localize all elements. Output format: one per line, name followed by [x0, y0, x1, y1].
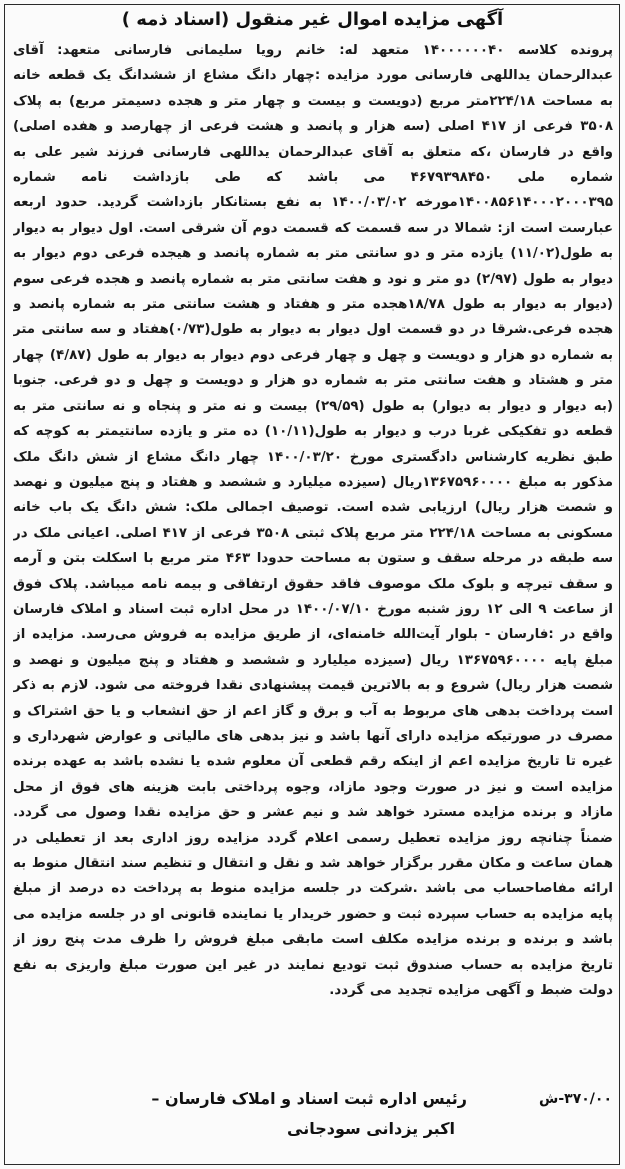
signature-office: رئیس اداره ثبت اسناد و املاک فارسان –: [151, 1089, 467, 1108]
notice-code: ۳۷۰/۰۰-ش: [539, 1091, 612, 1107]
notice-title: آگهی مزایده اموال غیر منقول (اسناد ذمه ): [121, 9, 504, 30]
notice-body: پرونده کلاسه ۱۴۰۰۰۰۰۰۴۰ متعهد له: خانم رویا سلیمانی فارسانی متعهد: آقای عبدالرحمان یداللهی فارسانی مورد مزایده :چهار دانگ مشاع از ششدانگ یک قطعه خانه به مساحت ۲۲۴/۱۸متر مربع (دویست و بیست و چهار متر و هجده دسیمتر مربع) به پلاک ۳۵۰۸ فرعی از ۴۱۷ اصلی (سه هزار و پانصد و هشت فرعی از چهارصد و هفده اصلی) واقع در فارسان ،که متعلق به آقای عبدالرحمان یداللهی فارسانی فرزند شیر علی به شماره ملی ۴۶۷۹۳۹۸۴۵۰ می باشد که طی بازداشت نامه شماره ۱۴۰۰۸۵۶۱۴۰۰۰۲۰۰۰۳۹۵مورخه ۱۴۰۰/۰۳/۰۲ به نفع بستانکار بازداشت گردید. حدود اربعه عبارست است از: شمالا در سه قسمت که قسمت دوم آن شرقی است. اول دیوار به دیوار به طول(۱۱/۰۲) یازده متر و دو سانتی متر به شماره پانصد و هیجده فرعی دوم دیوار به دیوار به طول (۲/۹۷) دو متر و نود و هفت سانتی متر به شماره پانصد و هجده فرعی سوم (دیوار به دیوار به طول ۱۸/۷۸هجده متر و هفتاد و هشت سانتی متر به شماره پانصد و هجده فرعی.شرقا در دو قسمت اول دیوار به دیوار به طول(۰/۷۳)هفتاد و سه سانتی متر به شماره دو هزار و دویست و چهل و چهار فرعی دوم دیوار به دیوار به طول (۴/۸۷) چهار متر و هشتاد و هفت سانتی متر به شماره دو هزار و دویست و چهل و دو فرعی. جنوبا (به دیوار و دیوار به دیوار) به طول (۲۹/۵۹) بیست و نه متر و پنجاه و نه سانتی متر به قطعه دو تفکیکی غربا درب و دیوار به طول(۱۰/۱۱) ده متر و یازده سانتیمتر به کوچه که طبق نظریه کارشناس دادگستری مورخ ۱۴۰۰/۰۳/۲۰ چهار دانگ مشاع از شش دانگ ملک مذکور به مبلغ ۱۳۶۷۵۹۶۰۰۰۰ریال (سیزده میلیارد و ششصد و هفتاد و پنج میلیون و نهصد و شصت هزار ریال) ارزیابی شده است. توصیف اجمالی ملک: شش دانگ یک باب خانه مسکونی به مساحت ۲۲۴/۱۸ متر مربع پلاک ثبتی ۳۵۰۸ فرعی از ۴۱۷ اصلی. اعیانی ملک در سه طبقه در مرحله سقف و ستون به مساحت حدودا ۴۶۳ متر مربع با اسکلت بتن و آرمه و سقف تیرچه و بلوک ملک موصوف فاقد حقوق ارتفاقی و بیمه نامه میباشد. پلاک فوق از ساعت ۹ الی ۱۲ روز شنبه مورخ ۱۴۰۰/۰۷/۱۰ در محل اداره ثبت اسناد و املاک فارسان واقع در :فارسان - بلوار آیت‌الله خامنه‌ای، از طریق مزایده به فروش می‌رسد. مزایده از مبلغ پایه ۱۳۶۷۵۹۶۰۰۰۰ ریال (سیزده میلیارد و ششصد و هفتاد و پنج میلیون و نهصد و شصت هزار ریال) شروع و به بالاترین قیمت پیشنهادی نقدا فروخته می شود. لازم به ذکر است پرداخت بدهی های مربوط به آب و برق و گاز اعم از حق انشعاب و یا حق اشتراک و مصرف در صورتیکه مزایده دارای آنها باشد و نیز بدهی های مالیاتی و عوارض شهرداری و غیره تا تاریخ مزایده اعم از اینکه رقم قطعی آن معلوم شده یا نشده باشد به عهده برنده مزایده است و نیز در صورت وجود مازاد، وجوه پرداختی بابت هزینه های فوق از محل مازاد و برنده مزایده مسترد خواهد شد و نیم عشر و حق مزایده نقدا وصول می گردد. ضمناً چنانچه روز مزایده تعطیل رسمی اعلام گردد مزایده روز اداری بعد از تعطیلی در همان ساعت و مکان مقرر برگزار خواهد شد و نقل و انتقال و تنظیم سند انتقال منوط به ارائه مفاصاحساب می باشد .شرکت در جلسه مزایده منوط به پرداخت ده درصد از مبلغ پایه مزایده به حساب سپرده ثبت و حضور خریدار یا نماینده قانونی او در جلسه مزایده می باشد و برنده و برنده مزایده مکلف است مابقی مبلغ فروش را ظرف مدت پنج روز از تاریخ مزایده به حساب صندوق ثبت تودیع نمایند در غیر این صورت مبلغ واریزی به نفع دولت ضبط و آگهی مزایده تجدید می گردد.: [13, 43, 613, 999]
signature-name: اکبر یزدانی سودجانی: [287, 1119, 455, 1138]
